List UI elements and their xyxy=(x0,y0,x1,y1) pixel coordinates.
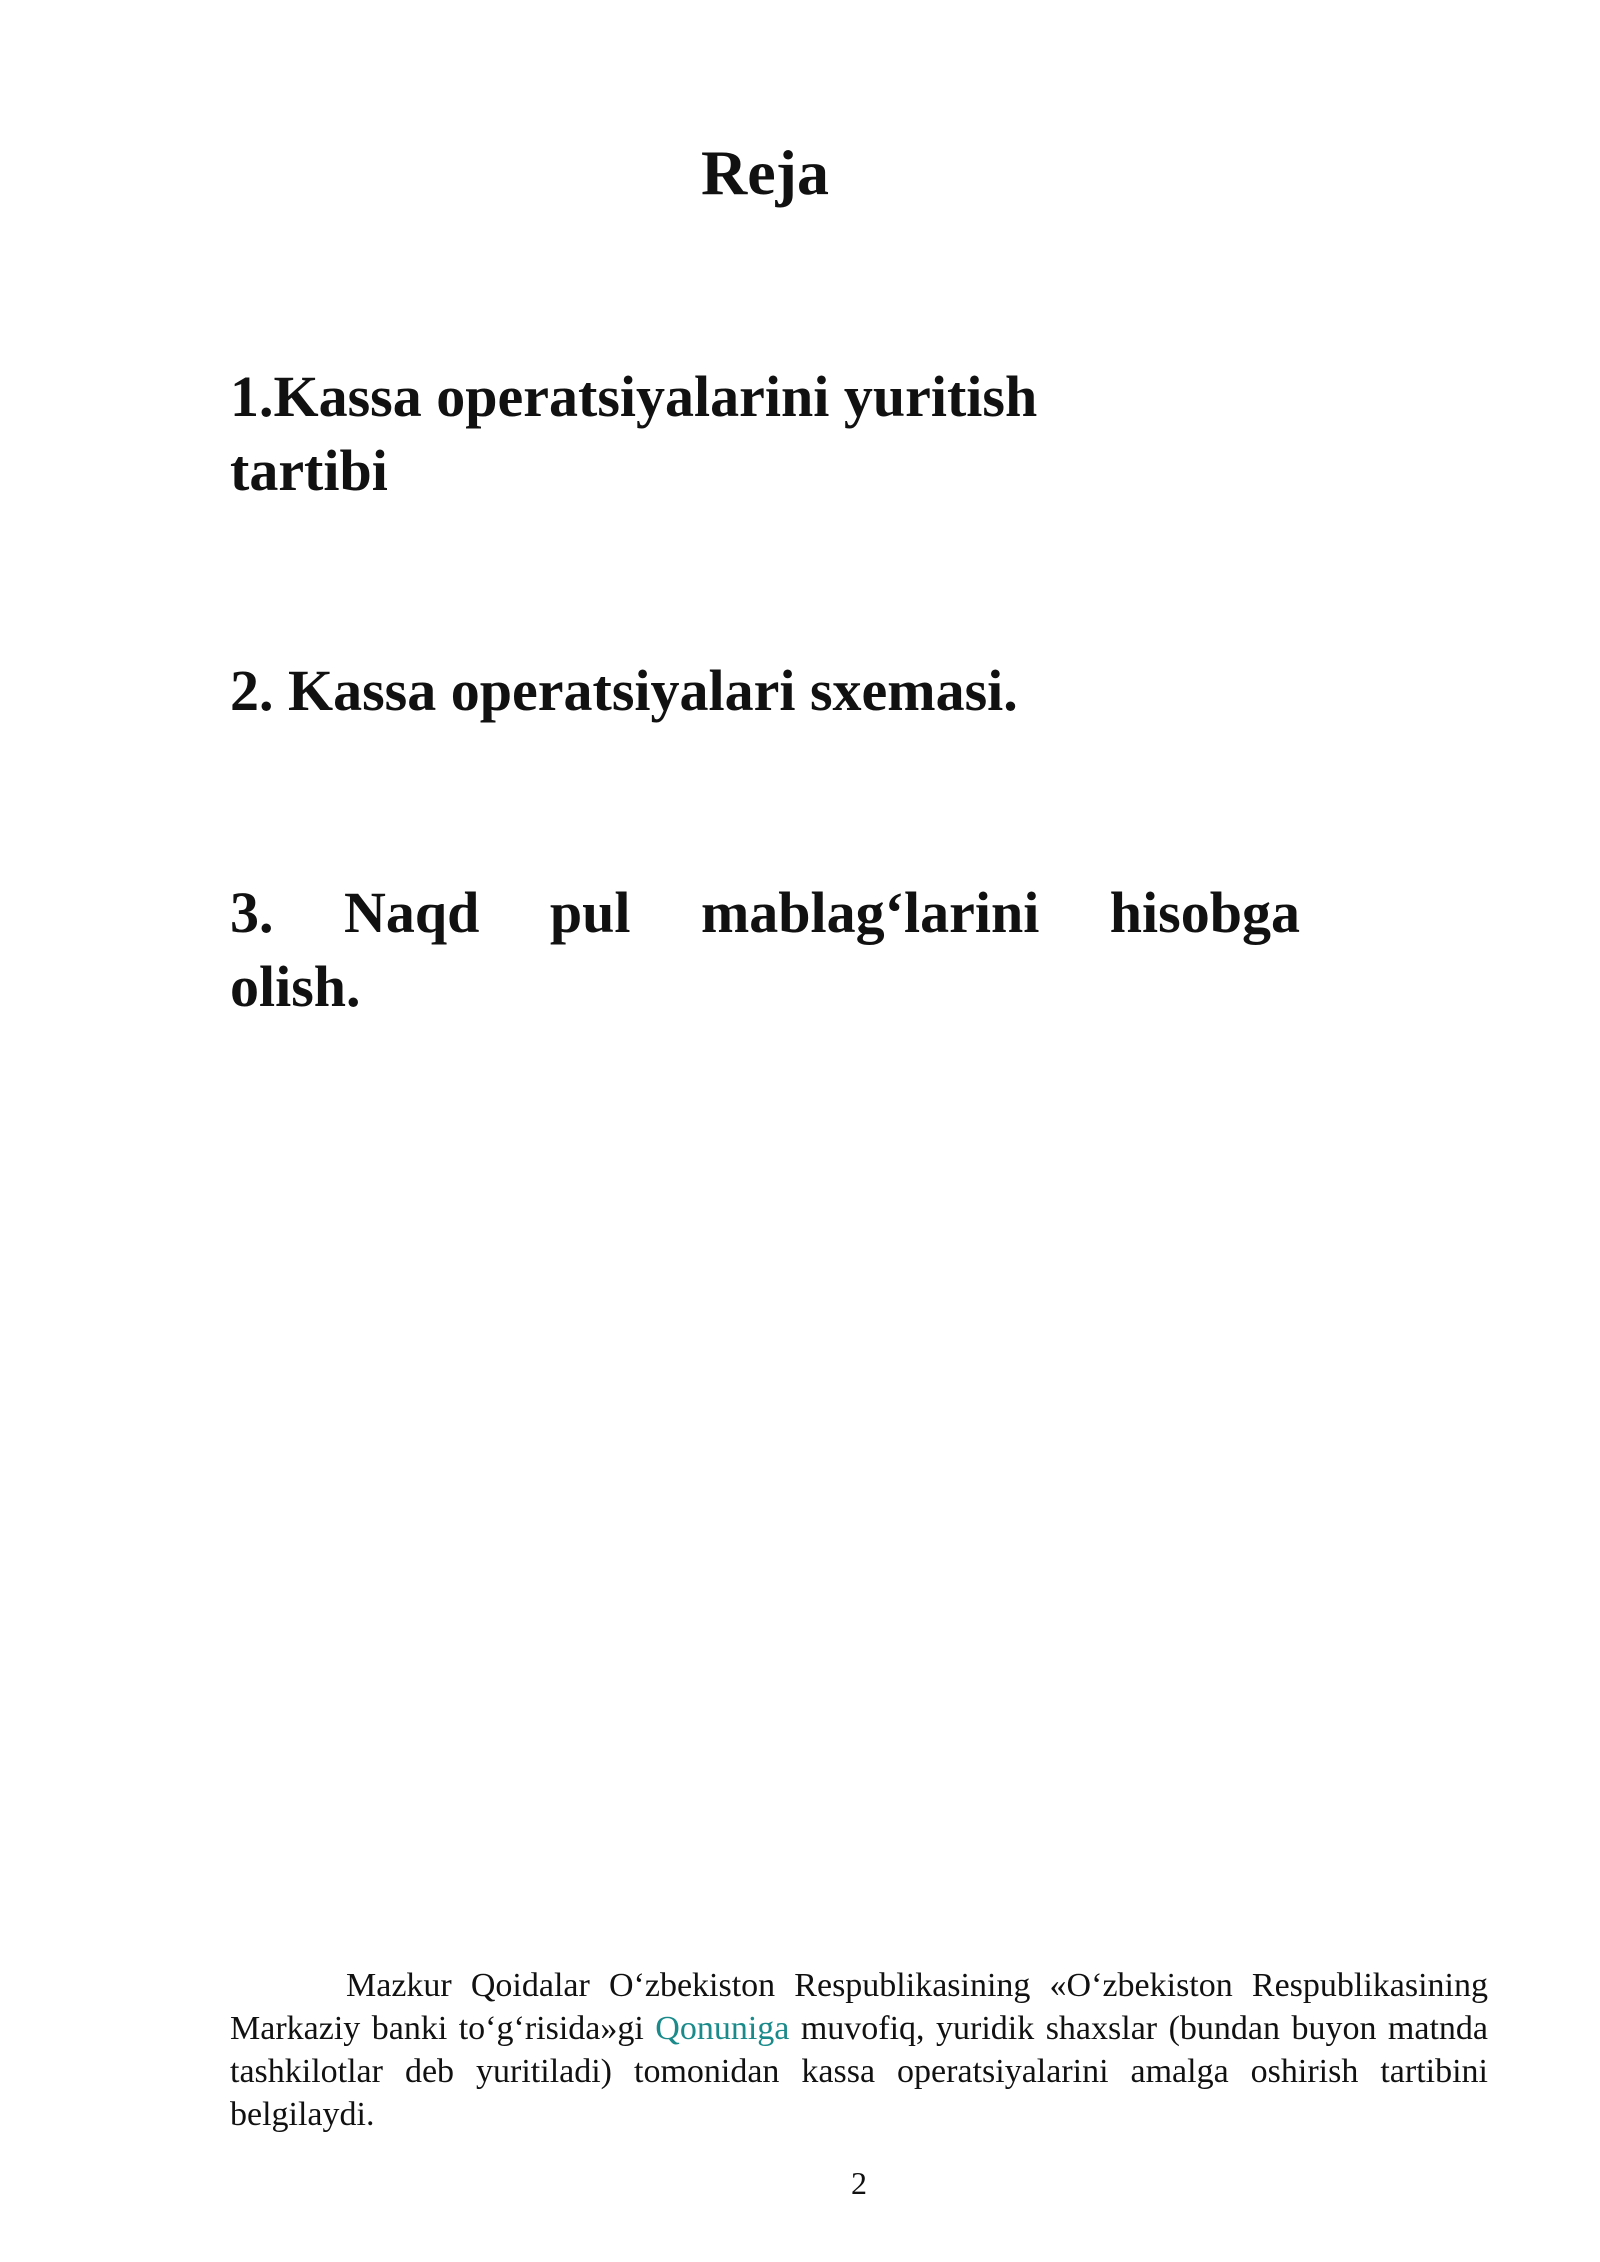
body-paragraph xyxy=(230,1964,1488,2136)
plan-item-1 xyxy=(230,360,1190,508)
paragraph-text-after-link: muvofiq, yuridik shaxslar (bundan buyon matnda tashkilotlar deb yuritiladi) tomonidan kassa operatsiyalarini amalga oshirish tartibini belgilaydi. xyxy=(230,2010,1488,2133)
page-number: 2 xyxy=(851,2165,867,2201)
plan-item-2: 2. Kassa operatsiyalari sxemasi. xyxy=(230,658,1018,723)
paragraph-text-before-link: Mazkur Qoidalar O‘zbekiston Respublikasining «O‘zbekiston Respublikasining Markaziy banki to‘g‘risida»gi xyxy=(230,1967,1488,2047)
plan-item-3-line-1: 3. Naqd pul mablag‘larini hisobga xyxy=(230,880,1300,945)
plan-item-1-line-2: tartibi xyxy=(230,438,388,503)
plan-item-1-line-1: 1.Kassa operatsiyalarini yuritish xyxy=(230,364,1038,429)
plan-item-3-line-2: olish. xyxy=(230,954,361,1019)
document-title: Reja xyxy=(701,137,829,208)
law-link[interactable]: Qonuniga xyxy=(655,2010,790,2047)
plan-item-3 xyxy=(230,876,1300,1024)
